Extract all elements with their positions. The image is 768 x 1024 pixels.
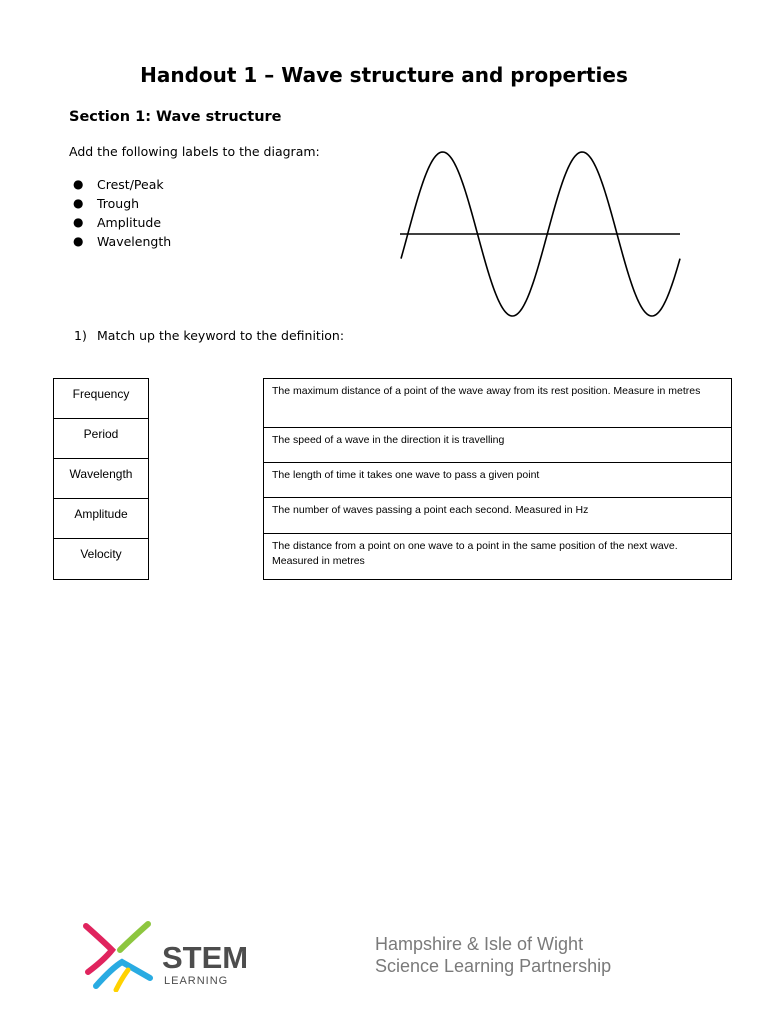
list-item [69,175,171,194]
keyword-table [53,378,149,580]
definition-table [263,378,732,580]
logo-text: STEM [162,940,249,975]
logo-subtext: LEARNING [164,975,229,987]
bullet-icon: ● [73,177,84,191]
bullet-icon: ● [73,215,84,229]
definition-cell: The maximum distance of a point of the wave away from its rest position. Measure in metres [264,379,731,428]
label-list [69,175,171,251]
keyword-cell-amplitude: Amplitude [54,499,148,539]
label-crest: Crest/Peak [97,177,164,192]
list-item [69,213,171,232]
bullet-icon: ● [73,234,84,248]
instruction-text: Add the following labels to the diagram: [69,144,320,159]
page-title: Handout 1 – Wave structure and properties [140,63,628,87]
list-item [69,232,171,251]
partnership-name [375,933,611,977]
keyword-cell-velocity: Velocity [80,547,122,561]
question-text: Match up the keyword to the definition: [97,328,345,343]
label-amplitude: Amplitude [97,215,162,230]
definition-cell: The number of waves passing a point each second. Measured in Hz [264,498,731,534]
keyword-cell-period: Period [54,419,148,459]
question-1 [74,326,344,346]
bullet-icon: ● [73,196,84,210]
partnership-line-1: Hampshire & Isle of Wight [375,934,584,954]
partnership-line-2: Science Learning Partnership [375,956,612,976]
stem-learning-logo [82,920,262,992]
definition-cell: The distance from a point on one wave to a point in the same position of the next wave. Measured in metres [272,540,678,567]
logo-mark-yellow [116,970,128,990]
definition-cell: The speed of a wave in the direction it is travelling [264,428,731,463]
label-trough: Trough [97,196,140,211]
wave-diagram [398,148,684,320]
question-number: 1) [74,328,87,343]
label-wavelength: Wavelength [97,234,172,249]
keyword-cell-wavelength: Wavelength [54,459,148,499]
logo-mark-pink [86,926,112,972]
section-heading: Section 1: Wave structure [69,109,282,125]
list-item [69,194,171,213]
keyword-cell-frequency: Frequency [54,379,148,419]
logo-mark-green [120,924,148,950]
definition-cell: The length of time it takes one wave to pass a given point [264,463,731,498]
